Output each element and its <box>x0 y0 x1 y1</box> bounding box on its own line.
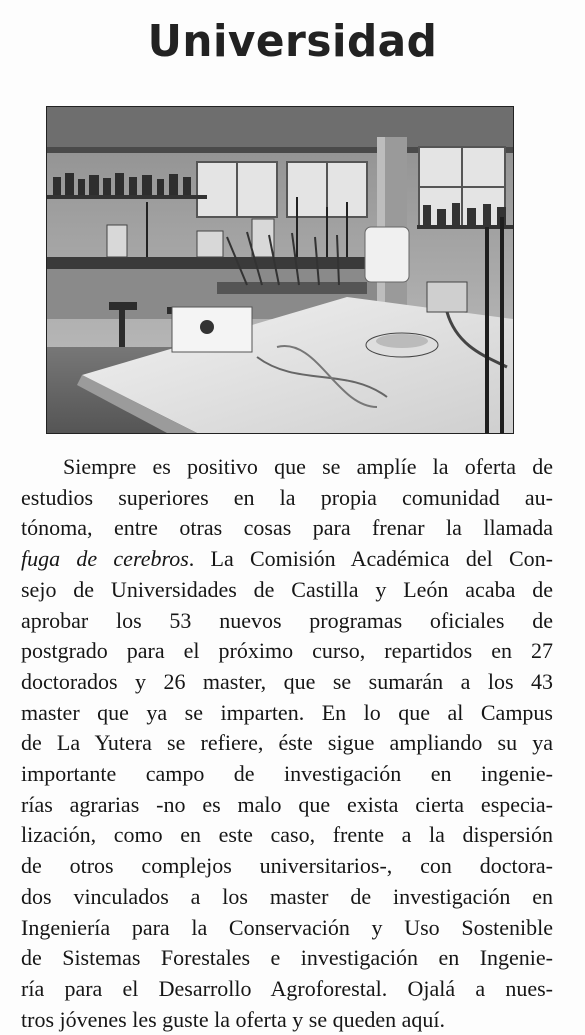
article-line: Ingeniería para la Conservación y Uso Sostenible <box>21 914 553 940</box>
article-line: doctorados y 26 master, que se sumarán a los 43 <box>21 668 553 694</box>
article-line: master que ya se imparten. En lo que al Campus <box>21 699 553 725</box>
laboratory-photo <box>46 106 514 434</box>
italic-phrase: fuga de cerebros <box>21 546 189 572</box>
article-line: de otros complejos universitarios-, con doctora- <box>21 853 553 879</box>
article-line: dos vinculados a los master de investigación en <box>21 883 553 909</box>
article-line: lización, como en este caso, frente a la dispersión <box>21 822 553 848</box>
article-line: de La Yutera se refiere, éste sigue ampliando su ya <box>21 730 553 756</box>
article-line: importante campo de investigación en ingenie- <box>21 761 553 787</box>
article-line-rest: . La Comisión Académica del Con- <box>188 546 553 572</box>
article-line: aprobar los 53 nuevos programas oficiales de <box>21 607 553 633</box>
article-body <box>21 452 553 1035</box>
article-line: estudios superiores en la propia comunidad au- <box>21 484 553 510</box>
article-line: tros jóvenes les guste la oferta y se queden aquí. <box>21 1006 445 1032</box>
article-line: rías agrarias -no es malo que exista cierta especia- <box>21 791 553 817</box>
article-line: postgrado para el próximo curso, repartidos en 27 <box>21 638 553 664</box>
headline: Universidad <box>147 16 438 67</box>
article-line <box>21 544 553 575</box>
article-line: de Sistemas Forestales e investigación en Ingenie- <box>21 945 553 971</box>
article-line: ría para el Desarrollo Agroforestal. Ojalá a nues- <box>21 975 553 1001</box>
article-line: sejo de Universidades de Castilla y León acaba de <box>21 576 553 602</box>
article-line: tónoma, entre otras cosas para frenar la llamada <box>21 515 553 541</box>
article-line: Siempre es positivo que se amplíe la oferta de <box>63 454 553 479</box>
